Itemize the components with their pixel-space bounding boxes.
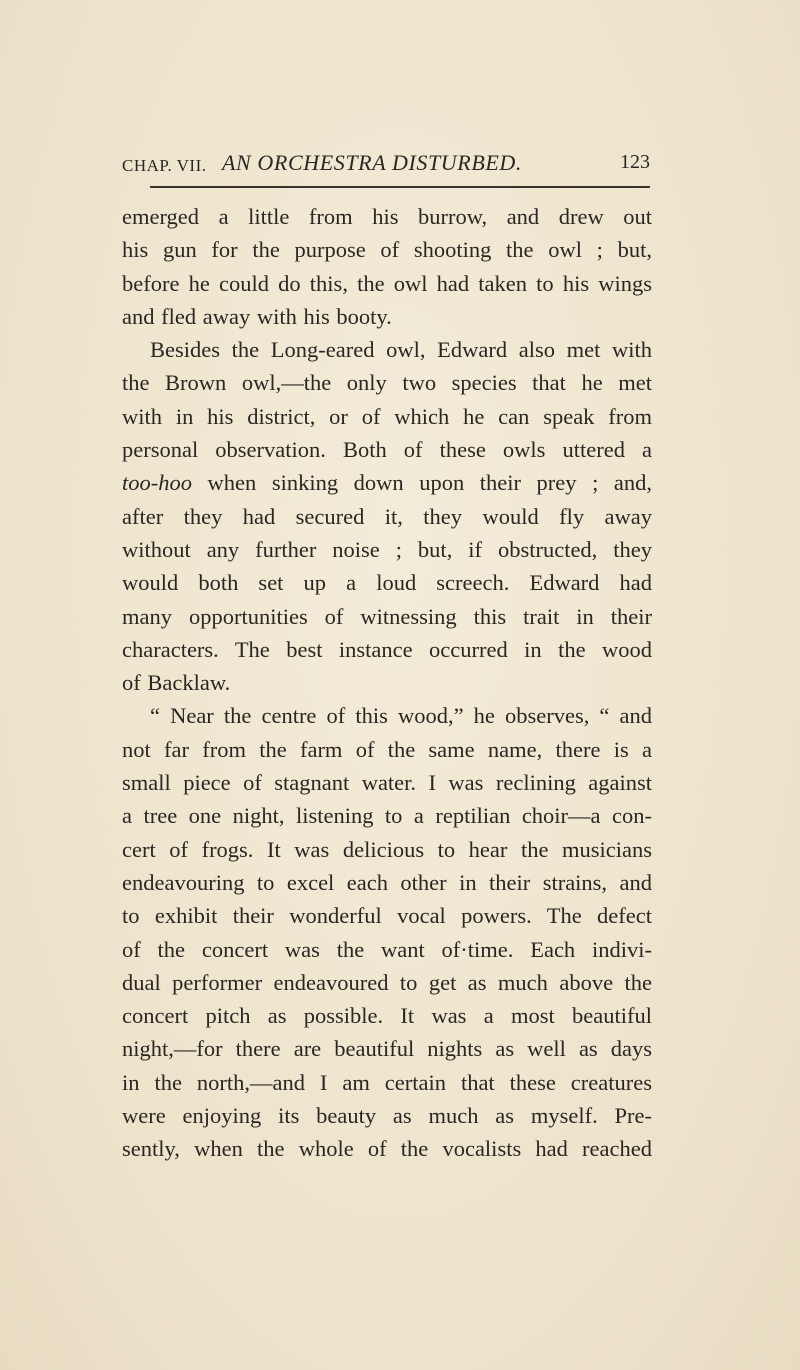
- text-line: small piece of stagnant water. I was reclining against: [122, 770, 652, 796]
- text-line: without any further noise ; but, if obstructed, they: [122, 536, 652, 562]
- text-line: of the concert was the want of·time. Each indivi-: [122, 936, 652, 962]
- text-line: and fled away with his booty.: [122, 303, 392, 329]
- text-line: not far from the farm of the same name, there is a: [122, 736, 652, 762]
- text-segment: when sinking down upon their prey ; and,: [192, 470, 652, 496]
- text-line: night,—for there are beautiful nights as well as days: [122, 1036, 652, 1062]
- text-line: after they had secured it, they would fly away: [122, 503, 652, 529]
- text-line: [122, 466, 652, 499]
- chapter-label: CHAP. VII.: [122, 156, 207, 175]
- running-header: [122, 150, 650, 184]
- text-line: of Backlaw.: [122, 670, 231, 696]
- text-line: with in his district, or of which he can speak from: [122, 403, 652, 429]
- text-line: emerged a little from his burrow, and drew out: [122, 204, 652, 229]
- page-number: 123: [620, 151, 650, 173]
- text-line: dual performer endeavoured to get as much above the: [122, 969, 652, 995]
- text-line: many opportunities of witnessing this trait in their: [122, 603, 652, 629]
- italic-word: too-hoo: [122, 470, 192, 496]
- running-title: AN ORCHESTRA DISTURBED.: [222, 150, 522, 175]
- text-line: “ Near the centre of this wood,” he observes, “ and: [150, 703, 652, 729]
- text-line: would both set up a loud screech. Edward had: [122, 570, 652, 596]
- text-line: personal observation. Both of these owls uttered a: [122, 437, 652, 463]
- body-text: [122, 200, 652, 1166]
- header-rule: [150, 186, 650, 188]
- text-line: sently, when the whole of the vocalists had reached: [122, 1136, 652, 1162]
- text-line: were enjoying its beauty as much as myself. Pre-: [122, 1103, 652, 1129]
- text-line: cert of frogs. It was delicious to hear the musicians: [122, 836, 652, 862]
- text-line: endeavouring to excel each other in their strains, and: [122, 869, 652, 895]
- text-line: a tree one night, listening to a reptilian choir—a con-: [122, 803, 652, 829]
- text-line: characters. The best instance occurred in the wood: [122, 636, 652, 662]
- text-line: concert pitch as possible. It was a most beautiful: [122, 1003, 652, 1029]
- text-line: in the north,—and I am certain that these creatures: [122, 1069, 652, 1095]
- text-line: before he could do this, the owl had taken to his wings: [122, 270, 652, 296]
- text-line: to exhibit their wonderful vocal powers. The defect: [122, 903, 652, 929]
- text-line: Besides the Long-eared owl, Edward also met with: [150, 337, 652, 363]
- text-line: the Brown owl,—the only two species that he met: [122, 370, 652, 396]
- text-line: his gun for the purpose of shooting the owl ; but,: [122, 237, 652, 263]
